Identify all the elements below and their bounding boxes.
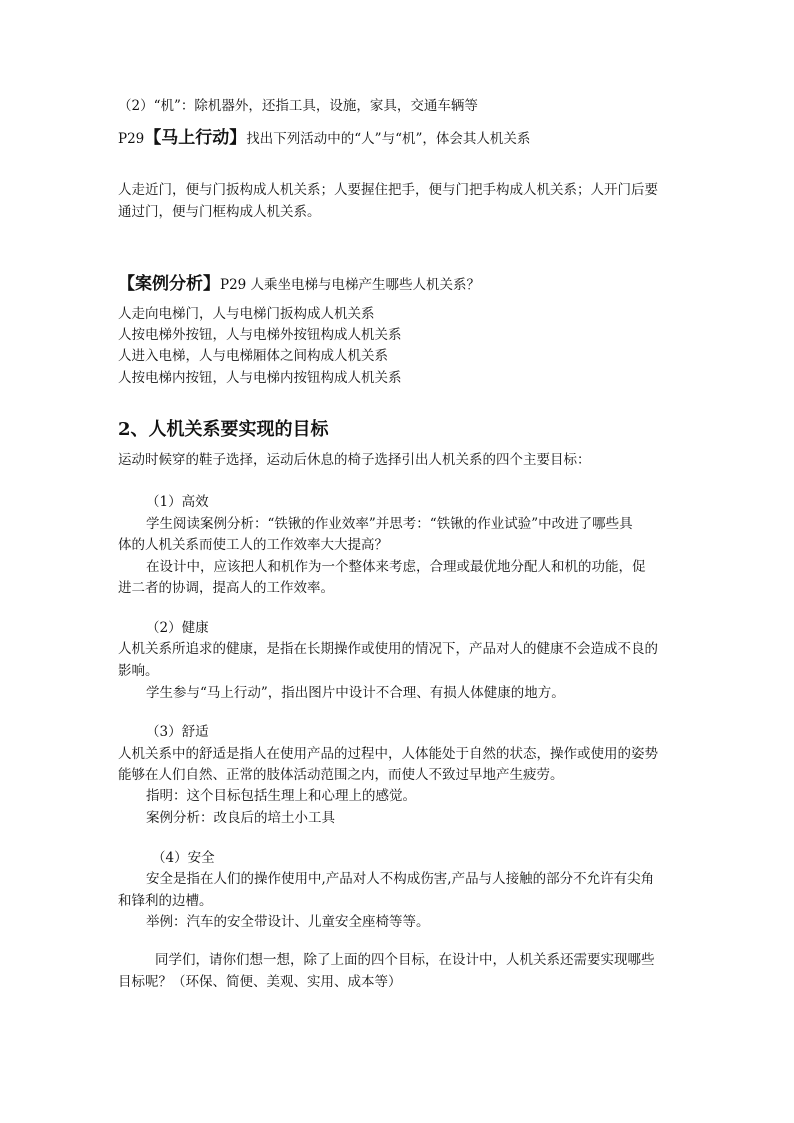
case-label: 【案例分析】 [118, 274, 220, 294]
mashang-heading [118, 128, 530, 149]
goal1-line: 进二者的协调，提高人的工作效率。 [118, 580, 334, 596]
goal3-title: （3）舒适 [146, 724, 209, 740]
goal4-line: 举例：汽车的安全带设计、儿童安全座椅等等。 [146, 914, 430, 930]
mashang-text: 找出下列活动中的“人”与“机”，体会其人机关系 [246, 131, 531, 147]
mashang-label: 【马上行动】 [144, 128, 247, 148]
jiqi-definition: （2）“机”：除机器外，还指工具，设施，家具，交通车辆等 [118, 98, 478, 114]
case-heading [118, 274, 480, 295]
case-item: 人进入电梯，人与电梯厢体之间构成人机关系 [118, 348, 388, 364]
closing-line: 同学们，请你们想一想，除了上面的四个目标，在设计中，人机关系还需要实现哪些 [155, 952, 655, 968]
goal4-line: 和锋利的边槽。 [118, 893, 213, 909]
answer-line: 通过门，便与门框构成人机关系。 [118, 204, 321, 220]
goal3-line: 人机关系中的舒适是指人在使用产品的过程中，人体能处于自然的状态，操作或使用的姿势 [118, 746, 658, 762]
case-text: P29 人乘坐电梯与电梯产生哪些人机关系？ [220, 277, 481, 293]
goal1-title: （1）高效 [146, 494, 209, 510]
goal3-line: 案例分析：改良后的培土小工具 [146, 810, 335, 826]
goal1-line: 体的人机关系而使工人的工作效率大大提高？ [118, 537, 388, 553]
goal1-line: 在设计中，应该把人和机作为一个整体来考虑，合理或最优地分配人和机的功能，促 [146, 559, 646, 575]
goal1-line: 学生阅读案例分析：“铁锹的作业效率”并思考：“铁锹的作业试验”中改进了哪些具 [146, 516, 633, 532]
case-item: 人走向电梯门，人与电梯门扳构成人机关系 [118, 306, 375, 322]
case-item: 人按电梯内按钮，人与电梯内按钮构成人机关系 [118, 370, 402, 386]
goal3-line: 能够在人们自然、正常的肢体活动范围之内，而使人不致过早地产生疲劳。 [118, 767, 564, 783]
goal2-line: 人机关系所追求的健康，是指在长期操作或使用的情况下，产品对人的健康不会造成不良的 [118, 641, 658, 657]
goal2-line: 学生参与“马上行动”，指出图片中设计不合理、有损人体健康的地方。 [146, 685, 565, 701]
section2-intro: 运动时候穿的鞋子选择，运动后休息的椅子选择引出人机关系的四个主要目标： [118, 452, 591, 468]
case-item: 人按电梯外按钮，人与电梯外按钮构成人机关系 [118, 327, 402, 343]
goal2-line: 影响。 [118, 663, 159, 679]
goal2-title: （2）健康 [146, 620, 209, 636]
closing-line: 目标呢？（环保、简便、美观、实用、成本等） [118, 974, 402, 990]
answer-line: 人走近门，便与门扳构成人机关系；人要握住把手，便与门把手构成人机关系；人开门后要 [118, 182, 658, 198]
goal4-title: （4）安全 [152, 850, 215, 866]
goal3-line: 指明：这个目标包括生理上和心理上的感觉。 [146, 788, 416, 804]
section2-title: 2、人机关系要实现的目标 [118, 419, 329, 440]
goal4-line: 安全是指在人们的操作使用中,产品对人不构成伤害,产品与人接触的部分不允许有尖角 [146, 871, 655, 887]
mashang-prefix: P29 [118, 131, 145, 147]
